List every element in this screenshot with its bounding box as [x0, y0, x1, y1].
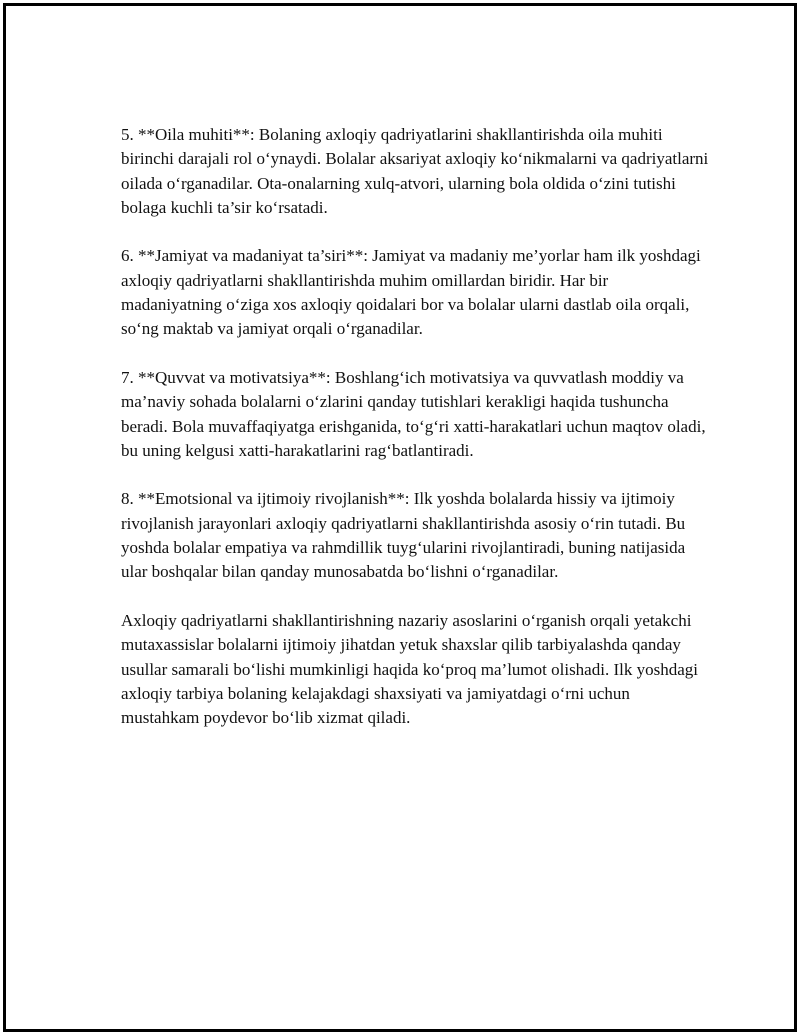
- paragraph-conclusion: Axloqiy qadriyatlarni shakllantirishning nazariy asoslarini o‘rganish orqali yetakchi mutaxassislar bolalarni ijtimoiy jihatdan yetuk shaxslar qilib tarbiyalashda qanday usullar samarali bo‘lishi mumkinligi haqida ko‘proq ma’lumot olishadi. Ilk yoshdagi axloqiy tarbiya bolaning kelajakdagi shaxsiyati va jamiyatdagi o‘rni uchun mustahkam poydevor bo‘lib xizmat qiladi.: [121, 610, 698, 728]
- document-body: [121, 123, 711, 755]
- paragraph-emotional-social: 8. **Emotsional va ijtimoiy rivojlanish**: Ilk yoshda bolalarda hissiy va ijtimoiy rivojlanish jarayonlari axloqiy qadriyatlarni shakllantirishda asosiy o‘rin tutadi. Bu yoshda bolalar empatiya va rahmdillik tuyg‘ularini rivojlantiradi, buning natijasida ular boshqalar bilan qanday munosabatda bo‘lishni o‘rganadilar.: [121, 489, 686, 582]
- paragraph-society-culture: 6. **Jamiyat va madaniyat ta’siri**: Jamiyat va madaniy me’yorlar ham ilk yoshdagi axloqiy qadriyatlarni shakllantirishda muhim omillardan biridir. Har bir madaniyatning o‘ziga xos axloqiy qoidalari bor va bolalar ularni dastlab oila orqali, so‘ng maktab va jamiyat orqali o‘rganadilar.: [121, 246, 701, 339]
- paragraph-family-environment: 5. **Oila muhiti**: Bolaning axloqiy qadriyatlarini shakllantirishda oila muhiti birinchi darajali rol o‘ynaydi. Bolalar aksariyat axloqiy ko‘nikmalarni va qadriyatlarni oilada o‘rganadilar. Ota-onalarning xulq-atvori, ularning bola oldida o‘zini tutishi bolaga kuchli ta’sir ko‘rsatadi.: [121, 125, 709, 217]
- page-border: [3, 3, 797, 1032]
- paragraph-motivation: 7. **Quvvat va motivatsiya**: Boshlang‘ich motivatsiya va quvvatlash moddiy va ma’naviy sohada bolalarni o‘zlarini qanday tutishlari kerakligi haqida tushuncha beradi. Bola muvaffaqiyatga erishganida, to‘g‘ri xatti-harakatlari uchun maqtov oladi, bu uning kelgusi xatti-harakatlarini rag‘batlantiradi.: [121, 367, 706, 460]
